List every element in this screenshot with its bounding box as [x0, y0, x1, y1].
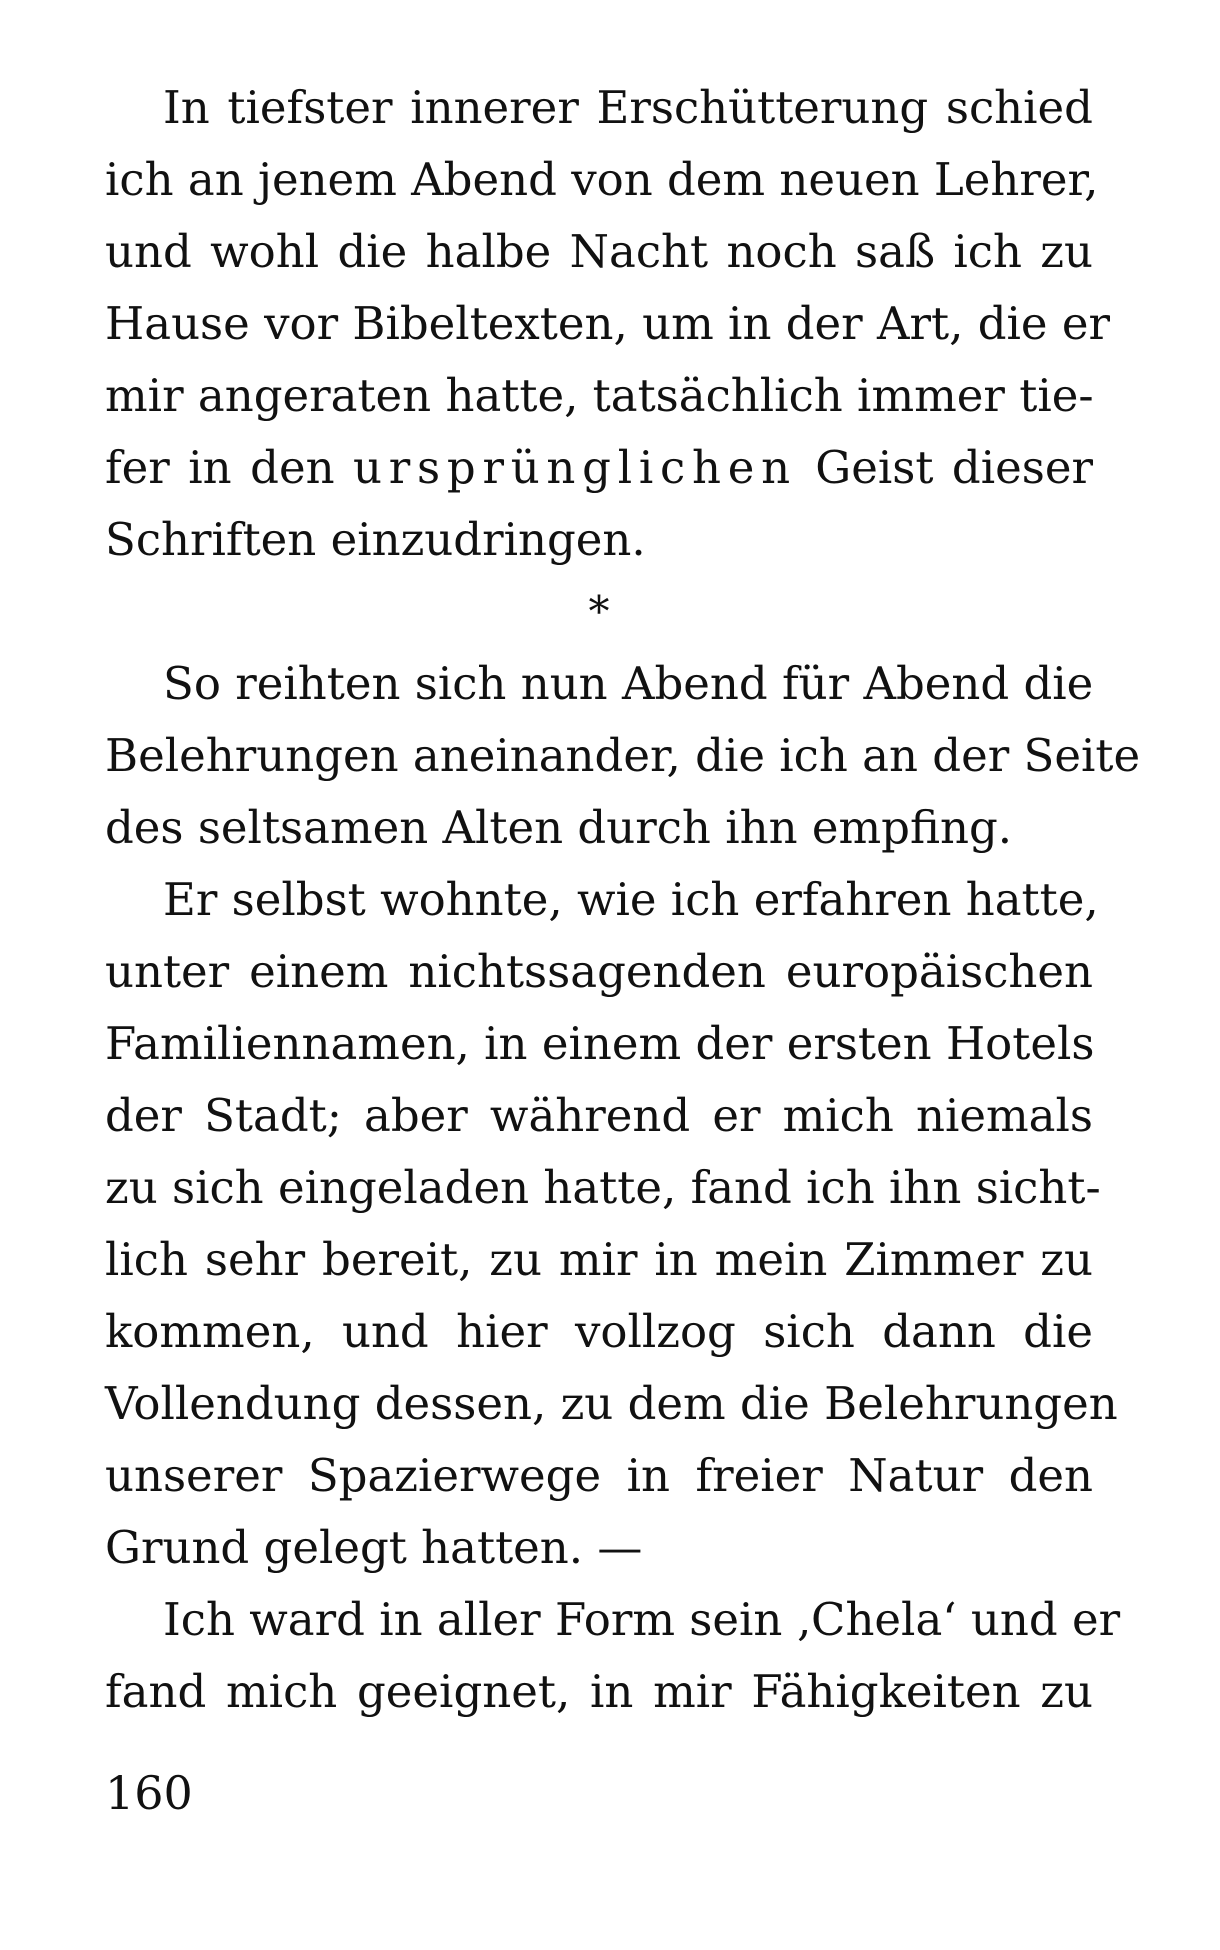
- text-line: unter einem nichtssagenden europäischen: [105, 945, 1093, 998]
- body-text: [105, 72, 1141, 1728]
- text-line: lich sehr bereit, zu mir in mein Zimmer zu: [105, 1233, 1093, 1286]
- text-line: mir angeraten hatte, tatsächlich immer tie-: [105, 369, 1094, 422]
- text-line: kommen, und hier vollzog sich dann die: [105, 1305, 1093, 1358]
- text-line: In tiefster innerer Erschütterung schied: [163, 81, 1093, 134]
- text-line: Vollendung dessen, zu dem die Belehrungen: [105, 1377, 1118, 1430]
- text-line: Belehrungen aneinander, die ich an der Seite: [105, 729, 1141, 782]
- text-line: Familiennamen, in einem der ersten Hotels: [105, 1017, 1095, 1070]
- text-line: ich an jenem Abend von dem neuen Lehrer,: [105, 153, 1099, 206]
- text-line: und wohl die halbe Nacht noch saß ich zu: [105, 225, 1093, 278]
- text-line: Ich ward in aller Form sein ‚Chela‘ und er: [163, 1593, 1121, 1646]
- text-line: der Stadt; aber während er mich niemals: [105, 1089, 1093, 1142]
- section-divider-asterisk: *: [588, 587, 610, 636]
- text-line: Schriften einzudringen.: [105, 513, 646, 566]
- text-fragment: Geist dieser: [796, 441, 1093, 494]
- text-line: des seltsamen Alten durch ihn empfing.: [105, 801, 1013, 854]
- text-line: So reihten sich nun Abend für Abend die: [163, 657, 1094, 710]
- text-fragment: fer in den: [105, 441, 354, 494]
- spaced-emphasis-word: ursprünglichen: [353, 441, 797, 494]
- page-number: 160: [105, 1766, 193, 1820]
- text-line: unserer Spazierwege in freier Natur den: [105, 1449, 1093, 1502]
- text-line: Grund gelegt hatten. —: [105, 1521, 643, 1574]
- text-line: fand mich geeignet, in mir Fähigkeiten zu: [105, 1665, 1093, 1718]
- text-line-with-spaced-word: [105, 432, 1093, 504]
- text-line: zu sich eingeladen hatte, fand ich ihn sicht-: [105, 1161, 1101, 1214]
- text-line: Er selbst wohnte, wie ich erfahren hatte,: [163, 873, 1099, 926]
- text-line: Hause vor Bibeltexten, um in der Art, die er: [105, 297, 1110, 350]
